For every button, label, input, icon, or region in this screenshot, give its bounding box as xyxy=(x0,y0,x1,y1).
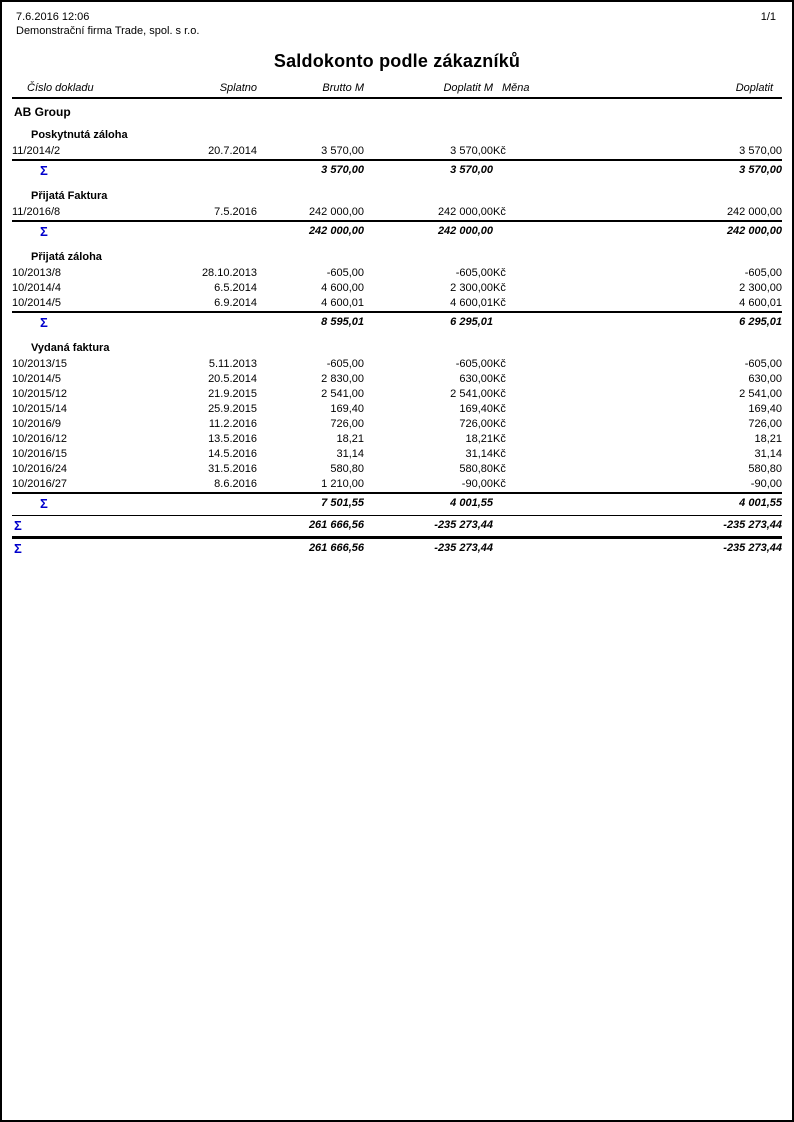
table-row xyxy=(12,144,782,160)
page-header-left xyxy=(16,10,199,38)
sigma-icon: Σ xyxy=(40,315,48,330)
section-sum-brutto: 8 595,01 xyxy=(321,316,364,328)
cell-doplatit-m: -90,00 xyxy=(364,477,493,493)
report-datetime: 7.6.2016 12:06 xyxy=(16,11,90,23)
cell-doc-number: 10/2015/14 xyxy=(12,403,68,415)
grand-total-mena-empty xyxy=(493,538,547,560)
cell-brutto: 4 600,01 xyxy=(257,296,364,312)
cell-doplatit-m: 242 000,00 xyxy=(364,205,493,221)
cell-brutto: 2 541,00 xyxy=(321,388,364,400)
cell-doc-number: 10/2016/27 xyxy=(12,477,172,493)
cell-doplatit-m: 2 300,00 xyxy=(450,282,493,294)
section-sum-doplatit: 3 570,00 xyxy=(739,164,782,176)
cell-doplatit: 2 541,00 xyxy=(739,388,782,400)
cell-brutto: 242 000,00 xyxy=(257,205,364,221)
cell-brutto: 169,40 xyxy=(330,403,364,415)
customer-name: AB Group xyxy=(14,105,71,119)
page-header xyxy=(2,2,792,38)
cell-brutto: 31,14 xyxy=(336,448,364,460)
cell-splatno: 20.7.2014 xyxy=(172,144,257,160)
cell-brutto: 18,21 xyxy=(336,433,364,445)
cell-doc-number: 10/2014/4 xyxy=(12,282,61,294)
column-header-row xyxy=(12,79,782,98)
cell-doplatit-m: 580,80 xyxy=(459,463,493,475)
table-row xyxy=(12,402,782,417)
section-sum-splatno-empty xyxy=(172,160,257,182)
cell-splatno: 31.5.2016 xyxy=(208,463,257,475)
section-sum-mena-empty xyxy=(493,221,547,243)
cell-doplatit-m: 4 600,01 xyxy=(364,296,493,312)
company-name: Demonstrační firma Trade, spol. s r.o. xyxy=(16,25,200,37)
section-row xyxy=(12,243,782,266)
section-sum-doplatit: 4 001,55 xyxy=(739,497,782,509)
cell-brutto: -605,00 xyxy=(326,358,364,370)
cell-mena: Kč xyxy=(493,418,506,430)
section-sum-doplatit-m: 3 570,00 xyxy=(450,164,493,176)
customer-total-doplatit-m: -235 273,44 xyxy=(364,516,493,538)
cell-doplatit: 3 570,00 xyxy=(547,144,782,160)
cell-doc-number: 10/2016/15 xyxy=(12,448,68,460)
cell-splatno: 11.2.2016 xyxy=(208,418,257,430)
section-sum-brutto: 242 000,00 xyxy=(308,225,364,237)
sigma-icon: Σ xyxy=(40,163,48,178)
section-sum-doplatit: 242 000,00 xyxy=(726,225,782,237)
table-row xyxy=(12,372,782,387)
cell-doplatit: 580,80 xyxy=(748,463,782,475)
cell-doplatit-m: 31,14 xyxy=(465,448,493,460)
cell-splatno: 28.10.2013 xyxy=(201,267,257,279)
cell-mena: Kč xyxy=(493,463,506,475)
grand-total-doplatit-m: -235 273,44 xyxy=(434,542,493,554)
cell-brutto: 4 600,00 xyxy=(321,282,364,294)
section-sum-mena-empty xyxy=(493,160,547,182)
cell-splatno: 21.9.2015 xyxy=(208,388,257,400)
cell-doc-number: 10/2015/12 xyxy=(12,388,68,400)
col-header-brutto-m: Brutto M xyxy=(257,79,364,98)
cell-doc-number: 10/2013/15 xyxy=(12,358,68,370)
cell-mena: Kč xyxy=(493,388,506,400)
section-sum-brutto: 3 570,00 xyxy=(321,164,364,176)
section-sum-row xyxy=(12,312,782,334)
report-title: Saldokonto podle zákazníků xyxy=(273,51,521,71)
cell-doplatit: 2 300,00 xyxy=(739,282,782,294)
sigma-icon: Σ xyxy=(40,496,48,511)
cell-splatno: 6.5.2014 xyxy=(214,282,257,294)
cell-brutto: 1 210,00 xyxy=(257,477,364,493)
table-row xyxy=(12,447,782,462)
cell-doc-number: 10/2016/9 xyxy=(12,418,61,430)
table-row xyxy=(12,281,782,296)
cell-doc-number: 10/2014/5 xyxy=(12,373,61,385)
cell-doc-number: 11/2014/2 xyxy=(12,144,172,160)
cell-mena: Kč xyxy=(493,296,547,312)
cell-doplatit: -605,00 xyxy=(744,358,782,370)
cell-mena: Kč xyxy=(493,448,506,460)
section-sum-doplatit-m: 4 001,55 xyxy=(450,497,493,509)
cell-doplatit-m: 2 541,00 xyxy=(450,388,493,400)
cell-doplatit-m: -605,00 xyxy=(455,267,493,279)
table-row xyxy=(12,417,782,432)
table-row xyxy=(12,205,782,221)
section-sum-splatno-empty xyxy=(172,221,257,243)
section-sum-splatno-empty xyxy=(172,493,257,516)
table-row xyxy=(12,462,782,477)
section-sum-doplatit-m: 6 295,01 xyxy=(450,316,493,328)
section-name: Přijatá Faktura xyxy=(31,190,108,202)
grand-total-splatno-empty xyxy=(172,538,257,560)
cell-doc-number: 10/2014/5 xyxy=(12,296,172,312)
col-header-mena: Měna xyxy=(493,79,547,98)
table-row xyxy=(12,357,782,372)
cell-mena: Kč xyxy=(493,403,506,415)
cell-doplatit-m: 726,00 xyxy=(459,418,493,430)
cell-doplatit: 630,00 xyxy=(748,373,782,385)
section-name: Vydaná faktura xyxy=(31,342,110,354)
section-sum-mena-empty xyxy=(493,312,547,334)
grand-total-brutto: 261 666,56 xyxy=(308,542,364,554)
cell-mena: Kč xyxy=(493,267,506,279)
grand-total-doplatit: -235 273,44 xyxy=(723,542,782,554)
cell-doplatit: 726,00 xyxy=(748,418,782,430)
cell-doplatit-m: 3 570,00 xyxy=(364,144,493,160)
section-sum-doplatit: 6 295,01 xyxy=(739,316,782,328)
section-row xyxy=(12,182,782,205)
section-sum-row xyxy=(12,160,782,182)
cell-doplatit: 31,14 xyxy=(754,448,782,460)
cell-doc-number: 10/2016/12 xyxy=(12,433,68,445)
customer-total-splatno-empty xyxy=(172,516,257,538)
cell-splatno: 7.5.2016 xyxy=(172,205,257,221)
cell-doplatit: 4 600,01 xyxy=(547,296,782,312)
cell-mena: Kč xyxy=(493,205,547,221)
table-row xyxy=(12,432,782,447)
cell-mena: Kč xyxy=(493,373,506,385)
cell-mena: Kč xyxy=(493,477,547,493)
cell-brutto: 726,00 xyxy=(330,418,364,430)
col-header-cislo-dokladu: Číslo dokladu xyxy=(12,79,172,98)
cell-splatno: 20.5.2014 xyxy=(208,373,257,385)
cell-doplatit: -90,00 xyxy=(547,477,782,493)
section-name: Poskytnutá záloha xyxy=(31,129,128,141)
sigma-icon: Σ xyxy=(14,541,22,556)
cell-mena: Kč xyxy=(493,282,506,294)
col-header-doplatit-m: Doplatit M xyxy=(364,79,493,98)
cell-splatno: 8.6.2016 xyxy=(172,477,257,493)
page-number: 1/1 xyxy=(760,11,776,23)
table-row xyxy=(12,387,782,402)
report-body xyxy=(12,98,782,559)
table-row xyxy=(12,296,782,312)
cell-doplatit: 18,21 xyxy=(754,433,782,445)
cell-brutto: 580,80 xyxy=(330,463,364,475)
section-sum-splatno-empty xyxy=(172,312,257,334)
col-header-doplatit: Doplatit xyxy=(547,79,782,98)
sigma-icon: Σ xyxy=(40,224,48,239)
cell-doplatit-m: 630,00 xyxy=(459,373,493,385)
report-table xyxy=(12,79,782,559)
cell-brutto: 3 570,00 xyxy=(257,144,364,160)
cell-doplatit-m: 18,21 xyxy=(465,433,493,445)
sigma-icon: Σ xyxy=(12,516,172,538)
section-sum-brutto: 7 501,55 xyxy=(321,497,364,509)
cell-doplatit-m: -605,00 xyxy=(455,358,493,370)
customer-total-doplatit: -235 273,44 xyxy=(547,516,782,538)
section-sum-doplatit-m: 242 000,00 xyxy=(437,225,493,237)
customer-total-mena-empty xyxy=(493,516,547,538)
cell-splatno: 13.5.2016 xyxy=(208,433,257,445)
cell-doplatit: 169,40 xyxy=(748,403,782,415)
cell-doc-number: 11/2016/8 xyxy=(12,205,172,221)
table-row xyxy=(12,266,782,281)
cell-doc-number: 10/2016/24 xyxy=(12,463,68,475)
cell-splatno: 5.11.2013 xyxy=(208,358,257,370)
cell-doplatit: -605,00 xyxy=(744,267,782,279)
cell-doplatit-m: 169,40 xyxy=(459,403,493,415)
cell-brutto: 2 830,00 xyxy=(321,373,364,385)
section-row xyxy=(12,121,782,144)
section-name: Přijatá záloha xyxy=(31,251,102,263)
cell-mena: Kč xyxy=(493,358,506,370)
cell-doc-number: 10/2013/8 xyxy=(12,267,61,279)
cell-splatno: 6.9.2014 xyxy=(172,296,257,312)
cell-mena: Kč xyxy=(493,144,547,160)
section-sum-mena-empty xyxy=(493,493,547,516)
customer-total-brutto: 261 666,56 xyxy=(257,516,364,538)
cell-brutto: -605,00 xyxy=(326,267,364,279)
customer-row xyxy=(12,98,782,121)
cell-splatno: 14.5.2016 xyxy=(208,448,257,460)
customer-total-row xyxy=(12,516,782,538)
section-sum-row xyxy=(12,493,782,516)
section-sum-row xyxy=(12,221,782,243)
section-row xyxy=(12,334,782,357)
table-row xyxy=(12,477,782,493)
cell-splatno: 25.9.2015 xyxy=(208,403,257,415)
col-header-splatno: Splatno xyxy=(172,79,257,98)
cell-doplatit: 242 000,00 xyxy=(547,205,782,221)
grand-total-row xyxy=(12,538,782,560)
cell-mena: Kč xyxy=(493,433,506,445)
